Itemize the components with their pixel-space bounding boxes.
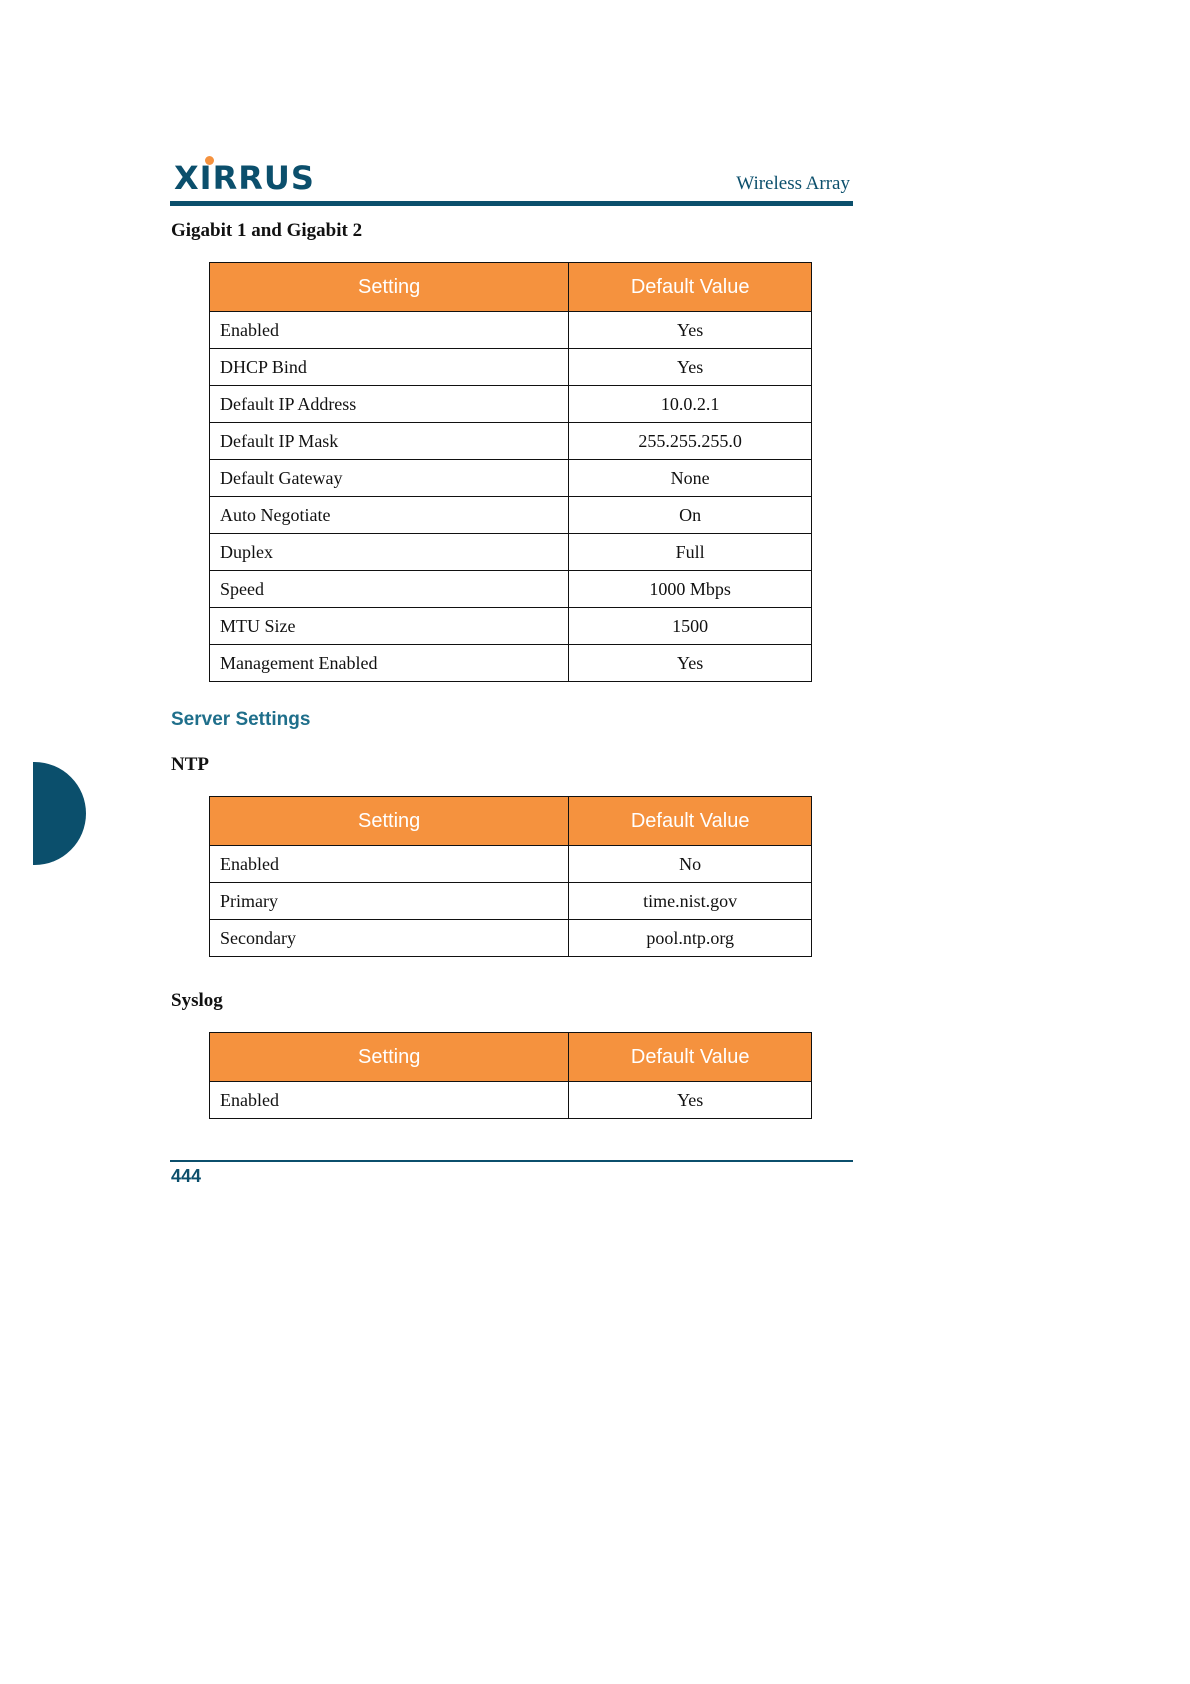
setting-cell: Duplex [210,534,569,571]
table-row [210,534,812,571]
value-cell: Yes [569,1082,812,1119]
section-heading-ntp: NTP [171,754,209,775]
value-cell: On [569,497,812,534]
setting-cell: Speed [210,571,569,608]
table-row [210,645,812,682]
value-cell: Yes [569,312,812,349]
chapter-tab-marker [33,762,86,865]
table-row [210,920,812,957]
setting-cell: Management Enabled [210,645,569,682]
setting-cell: Enabled [210,846,569,883]
setting-cell: Secondary [210,920,569,957]
setting-cell: DHCP Bind [210,349,569,386]
section-heading-gigabit: Gigabit 1 and Gigabit 2 [171,220,363,241]
ntp-settings-table [209,796,812,957]
table-row [210,349,812,386]
document-title: Wireless Array [736,173,850,194]
setting-cell: Enabled [210,312,569,349]
section-heading-server-settings: Server Settings [171,709,311,730]
xirrus-logo: XIRRUS [174,159,315,197]
setting-cell: Default IP Address [210,386,569,423]
column-header-setting: Setting [210,1033,569,1082]
column-header-default-value: Default Value [569,1033,812,1082]
value-cell: 1000 Mbps [569,571,812,608]
column-header-default-value: Default Value [569,263,812,312]
setting-cell: Default Gateway [210,460,569,497]
syslog-settings-table [209,1032,812,1119]
value-cell: 1500 [569,608,812,645]
value-cell: 10.0.2.1 [569,386,812,423]
header-rule [170,201,853,206]
column-header-default-value: Default Value [569,797,812,846]
value-cell: time.nist.gov [569,883,812,920]
table-row [210,460,812,497]
table-header-row [210,263,812,312]
value-cell: Yes [569,349,812,386]
setting-cell: Enabled [210,1082,569,1119]
section-heading-syslog: Syslog [171,990,223,1011]
gigabit-settings-table [209,262,812,682]
table-header-row [210,1033,812,1082]
setting-cell: Primary [210,883,569,920]
table-row [210,846,812,883]
setting-cell: Auto Negotiate [210,497,569,534]
setting-cell: Default IP Mask [210,423,569,460]
table-row [210,883,812,920]
column-header-setting: Setting [210,797,569,846]
value-cell: No [569,846,812,883]
value-cell: Yes [569,645,812,682]
setting-cell: MTU Size [210,608,569,645]
table-row [210,497,812,534]
footer-rule [170,1160,853,1162]
table-row [210,312,812,349]
value-cell: 255.255.255.0 [569,423,812,460]
value-cell: Full [569,534,812,571]
value-cell: None [569,460,812,497]
table-row [210,571,812,608]
table-row [210,1082,812,1119]
column-header-setting: Setting [210,263,569,312]
table-header-row [210,797,812,846]
value-cell: pool.ntp.org [569,920,812,957]
table-row [210,386,812,423]
table-row [210,608,812,645]
table-row [210,423,812,460]
page-number: 444 [171,1166,202,1186]
